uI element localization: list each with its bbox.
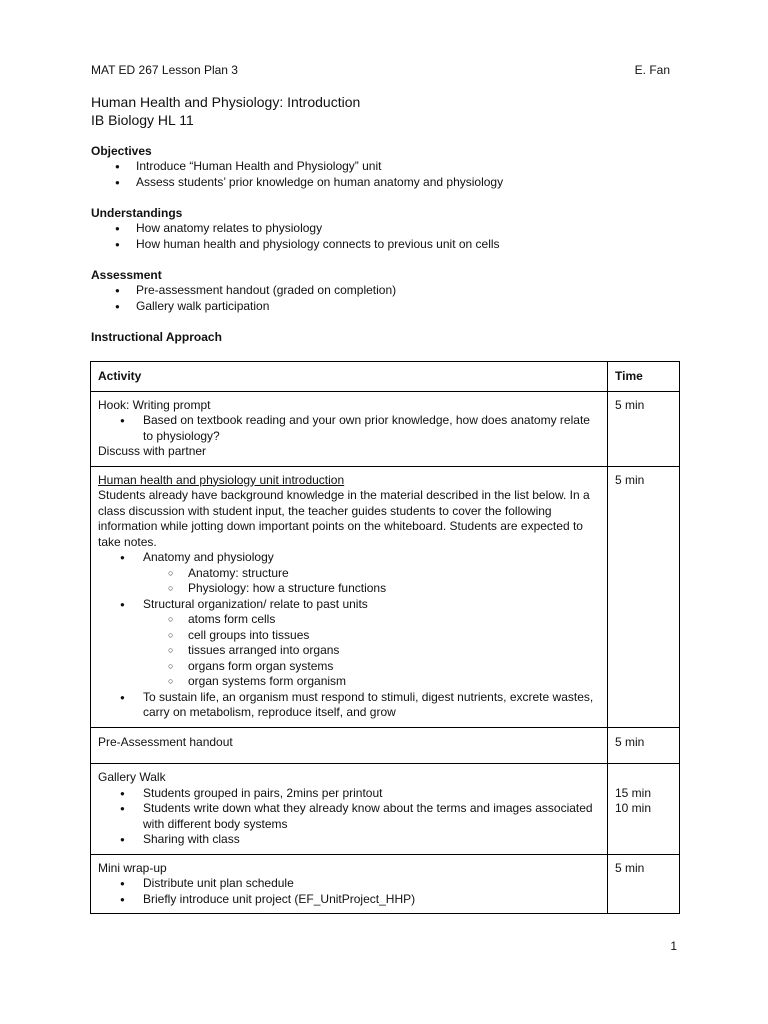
list-item: ● Assess students’ prior knowledge on human anatomy and physiology [91, 175, 681, 191]
sub-list-item: ○ tissues arranged into organs [98, 643, 600, 659]
author-header: E. Fan [634, 63, 670, 77]
activity-cell [91, 727, 608, 764]
time-cell: 5 min [608, 727, 680, 764]
activity-column-header: Activity [91, 362, 608, 392]
assessment-list [91, 283, 681, 314]
sub-list-item: ○ Physiology: how a structure functions [98, 581, 600, 597]
activity-cell [91, 466, 608, 727]
list-item: ● Distribute unit plan schedule [98, 876, 600, 892]
table-row [91, 764, 680, 855]
objectives-heading: Objectives [91, 144, 152, 158]
activity-title: Hook: Writing prompt [98, 397, 211, 412]
assessment-heading: Assessment [91, 268, 162, 282]
understandings-list [91, 221, 681, 252]
activity-cell [91, 764, 608, 855]
sub-list-item: ○ atoms form cells [98, 612, 600, 628]
assessment-section [91, 267, 681, 314]
list-item: ● Sharing with class [98, 832, 600, 848]
list-item: ● Students grouped in pairs, 2mins per printout [98, 786, 600, 802]
activity-description: Students already have background knowledge in the material described in the list below. In a class discussion with student input, the teacher guides students to cover the following information while jotting down important points on the whiteboard. Students are expected to take notes. [98, 488, 590, 549]
understandings-heading: Understandings [91, 206, 183, 220]
list-item: ● How anatomy relates to physiology [91, 221, 681, 237]
lesson-title-line2: IB Biology HL 11 [91, 112, 194, 128]
table-header-row [91, 362, 680, 392]
activity-note: Discuss with partner [98, 444, 207, 458]
table-row [91, 854, 680, 914]
list-item: ● To sustain life, an organism must respond to stimuli, digest nutrients, excrete wastes, carry on metabolism, reproduce itself, and grow [98, 690, 600, 721]
list-item: ● How human health and physiology connects to previous unit on cells [91, 237, 681, 253]
list-item: ● Students write down what they already know about the terms and images associated with different body systems [98, 801, 600, 832]
time-value: 10 min [615, 801, 652, 815]
time-column-header: Time [608, 362, 680, 392]
approach-section [91, 329, 681, 345]
list-item: ● Gallery walk participation [91, 299, 681, 315]
list-item: ● Briefly introduce unit project (EF_UnitProject_HHP) [98, 892, 600, 908]
table-row [91, 391, 680, 466]
activity-cell [91, 854, 608, 914]
list-item: ● Introduce “Human Health and Physiology” unit [91, 159, 681, 175]
list-item: ● Pre-assessment handout (graded on completion) [91, 283, 681, 299]
activity-cell [91, 391, 608, 466]
sub-list-item: ○ organ systems form organism [98, 674, 600, 690]
course-header: MAT ED 267 Lesson Plan 3 [91, 63, 238, 77]
sub-list-item: ○ Anatomy: structure [98, 566, 600, 582]
activity-title: Gallery Walk [98, 770, 166, 784]
sub-list-item: ○ cell groups into tissues [98, 628, 600, 644]
time-cell: 5 min [608, 391, 680, 466]
activity-title: Pre-Assessment handout [98, 734, 233, 749]
approach-heading: Instructional Approach [91, 330, 222, 344]
objectives-list [91, 159, 681, 190]
activity-title: Human health and physiology unit introduction [98, 472, 345, 487]
time-cell: 5 min [608, 466, 680, 727]
activity-table [90, 361, 680, 914]
list-item: ● Based on textbook reading and your own prior knowledge, how does anatomy relate to physiology? [98, 413, 600, 444]
time-cell: 5 min [608, 854, 680, 914]
page-number: 1 [670, 939, 677, 953]
activity-title: Mini wrap-up [98, 860, 167, 875]
list-item: ● Anatomy and physiology [98, 550, 600, 566]
lesson-title-line1: Human Health and Physiology: Introduction [91, 94, 361, 110]
time-value: 15 min [615, 785, 652, 800]
table-row [91, 466, 680, 727]
understandings-section [91, 205, 681, 252]
table-row [91, 727, 680, 764]
sub-list-item: ○ organs form organ systems [98, 659, 600, 675]
lesson-title [91, 93, 360, 129]
list-item: ● Structural organization/ relate to past units [98, 597, 600, 613]
objectives-section [91, 143, 681, 190]
time-cell [608, 764, 680, 855]
